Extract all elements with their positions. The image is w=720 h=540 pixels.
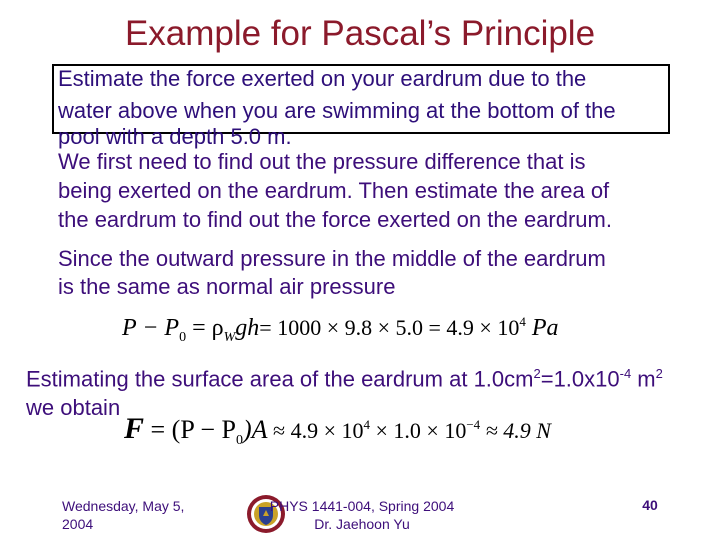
eq2-F: F — [124, 412, 145, 445]
eq1-mid: = 1000 × 9.8 × 5.0 = 4.9 × 10 — [259, 315, 520, 340]
para1-line-3: the eardrum to find out the force exerted on the eardrum. — [58, 207, 612, 232]
para1-line-1: We first need to find out the pressure difference that is — [58, 149, 586, 174]
footer-date-line-2: 2004 — [62, 516, 94, 532]
est-sup3: 2 — [655, 366, 663, 381]
force-equation — [124, 412, 551, 449]
estimating-line — [26, 366, 663, 392]
we-obtain-text: we obtain — [26, 395, 121, 420]
footer-course-line-1: PHYS 1441-004, Spring 2004 — [269, 498, 455, 514]
est-end: m — [631, 366, 656, 392]
para1-line-2: being exerted on the eardrum. Then estimate the area of — [58, 178, 610, 203]
footer-date-line-1: Wednesday, May 5, — [62, 498, 185, 514]
est-sup1: 2 — [533, 366, 541, 381]
eq1-gh: gh — [235, 315, 260, 341]
para2-line-1: Since the outward pressure in the middle of the eardrum — [58, 246, 606, 271]
problem-line-1: Estimate the force exerted on your eardrum due to the — [58, 66, 587, 91]
slide-title: Example for Pascal’s Principle — [124, 14, 596, 53]
eq2-approx1: ≈ 4.9 × 10 — [267, 418, 364, 443]
footer-course-line-2: Dr. Jaehoon Yu — [314, 516, 410, 532]
eq1-lhs: P − P — [122, 315, 180, 341]
problem-line-2: water above when you are swimming at the bottom of the — [58, 98, 616, 123]
est-text: Estimating the surface area of the eardrum at 1.0cm — [26, 366, 534, 392]
footer-date — [62, 497, 184, 533]
page-number: 40 — [642, 497, 658, 513]
eq2-times: × 1.0 × 10 — [370, 418, 467, 443]
eq1-rho-sub: W — [223, 329, 236, 345]
pressure-equation — [122, 314, 559, 346]
eq1-unit: Pa — [525, 315, 559, 341]
para2-line-2: is the same as normal air pressure — [58, 274, 396, 299]
eq2-eq: = (P − P — [144, 415, 236, 444]
footer-course — [262, 497, 462, 533]
est-mid: =1.0x10 — [540, 366, 620, 392]
eq1-lhs-sub: 0 — [179, 329, 187, 345]
eq1-exp: 4 — [519, 314, 526, 329]
eq2-approx2: ≈ 4.9 N — [480, 418, 551, 443]
eq2-close: )A — [242, 415, 268, 444]
eq2-exp2: −4 — [466, 417, 481, 432]
eq1-eq-rho: = ρ — [186, 315, 224, 341]
eq2-sub: 0 — [235, 432, 243, 448]
problem-line-3: pool with a depth 5.0 m. — [58, 124, 292, 149]
est-sup2: -4 — [619, 366, 632, 381]
eq2-exp1: 4 — [363, 417, 370, 432]
